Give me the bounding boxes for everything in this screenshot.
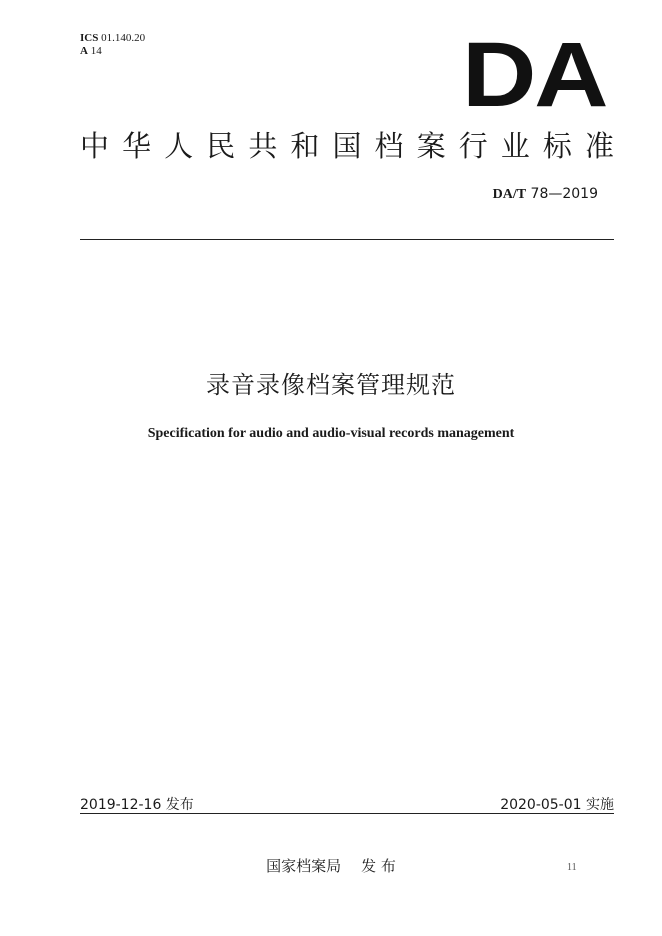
document-title-english: Specification for audio and audio-visual records management: [147, 426, 515, 441]
class-label: A: [80, 45, 88, 57]
standard-title-char: 共: [248, 129, 278, 163]
standard-code-prefix: DA/T: [492, 187, 527, 202]
ics-label: ICS: [80, 32, 99, 44]
publisher: [0, 855, 662, 876]
page-number: 11: [567, 862, 577, 873]
ics-block: [80, 32, 145, 58]
document-title: 录音录像档案管理规范: [206, 371, 456, 399]
standard-title-char: 民: [206, 129, 236, 163]
implementation-date: 2020-05-01 实施: [500, 797, 614, 813]
standard-title-char: 标: [542, 129, 572, 163]
release-date: 2019-12-16 发布: [80, 797, 194, 813]
standard-code-number: 78—2019: [530, 186, 598, 202]
standard-title-char: 准: [584, 129, 614, 163]
standard-title-char: 和: [290, 129, 320, 163]
da-logo: DA: [462, 24, 607, 126]
standard-code: [493, 186, 598, 203]
class-code: 14: [90, 45, 102, 57]
standard-title-char: 档: [374, 129, 404, 163]
standard-title-char: 华: [122, 129, 152, 163]
standard-title-char: 国: [332, 129, 362, 163]
standard-title: [80, 128, 614, 164]
ics-code: 01.140.20: [101, 32, 146, 44]
standard-title-char: 案: [416, 129, 446, 163]
standard-title-char: 人: [164, 129, 194, 163]
publisher-org: 国家档案局: [266, 857, 342, 875]
standard-title-char: 中: [80, 129, 110, 163]
publisher-action: 发 布: [361, 857, 396, 875]
bottom-divider: [80, 813, 614, 814]
top-divider: [80, 239, 614, 240]
standard-title-char: 行: [458, 129, 488, 163]
standard-title-char: 业: [500, 129, 530, 163]
